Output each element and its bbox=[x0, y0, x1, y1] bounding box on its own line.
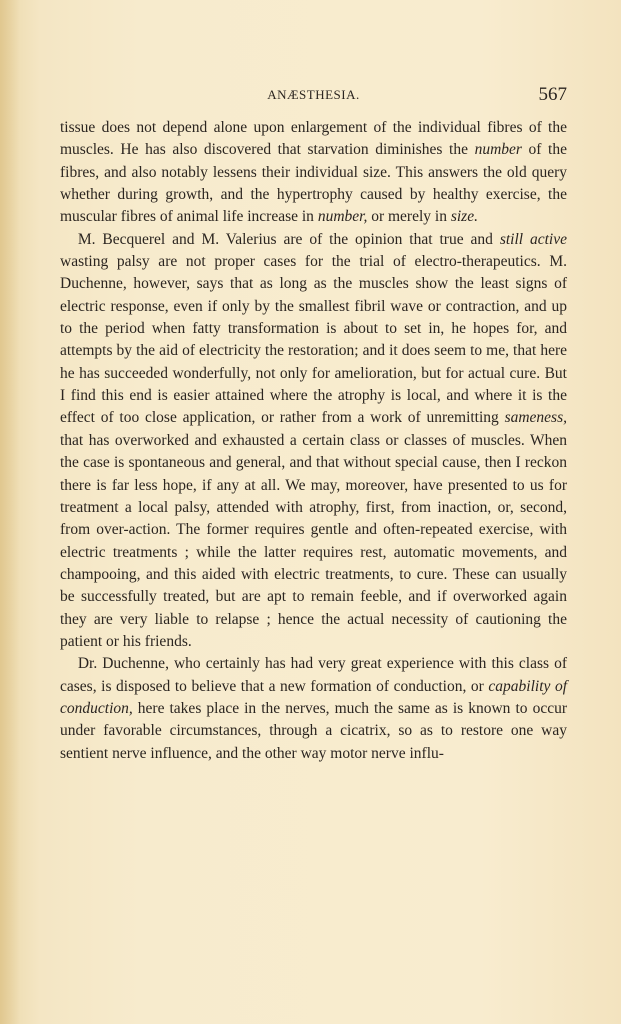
text-run: Dr. Duchenne, who certainly has had very great experience with this class of cases, is disposed to believe that a new formation of conduction, or bbox=[60, 655, 567, 695]
italic-phrase: still active bbox=[499, 230, 567, 248]
italic-phrase: number, bbox=[317, 208, 368, 226]
italic-phrase: sameness, bbox=[504, 409, 567, 427]
page-edge-shadow bbox=[0, 0, 20, 1024]
paragraph-1 bbox=[60, 117, 567, 229]
paragraph-2 bbox=[60, 229, 567, 654]
running-title: ANÆSTHESIA. bbox=[267, 87, 360, 102]
body-text bbox=[60, 117, 567, 765]
page-number: 567 bbox=[538, 84, 567, 105]
text-run: M. Becquerel and M. Valerius are of the opinion that true and bbox=[77, 230, 500, 248]
text-run: tissue does not depend alone upon enlargement of the individual fibres of the muscles. He has also discovered that starvation diminishes the bbox=[60, 119, 567, 159]
italic-phrase: capability of conduction, bbox=[60, 677, 567, 717]
text-run: wasting palsy are not proper cases for the trial of electro-therapeutics. M. Duchenne, however, says that as long as the muscles show the least signs of electric response, even if only by the smallest fibril wave or contraction, and up to the period when fatty transformation is about to set in, he hopes for, and attempts by the aid of electricity the restoration; and it does seem to me, that here he has succeeded wonderfully, not only for amelioration, but for actual cure. But I find this end is easier attained where the atrophy is local, and where it is the effect of too close application, or rather from a work of unremitting bbox=[60, 253, 567, 427]
text-run: that has overworked and exhausted a certain class or classes of muscles. When the case is spontaneous and general, and that without special cause, then I reckon there is far less hope, if any at all. We may, moreover, have presented to us for treatment a local palsy, attended with atrophy, first, from inaction, or, second, from over-action. The former requires gentle and often-repeated exercise, with electric treatments ; while the latter requires rest, automatic movements, and champooing, and this aided with electric treatments, to cure. These can usually be successfully treated, but are apt to remain feeble, and if overworked again they are very liable to relapse ; hence the actual necessity of cautioning the patient or his friends. bbox=[60, 431, 567, 650]
page-header bbox=[60, 84, 567, 108]
text-run: here takes place in the nerves, much the same as is known to occur under favorable circumstances, through a cicatrix, so as to restore one way sentient nerve influence, and the other way motor nerve influ- bbox=[60, 699, 567, 762]
text-run: of the fibres, and also notably lessens their individual size. This answers the old query whether during growth, and the hypertrophy caused by healthy exercise, the muscular fibres of animal life increase in bbox=[60, 141, 567, 226]
italic-phrase: size. bbox=[450, 208, 478, 226]
paragraph-3 bbox=[60, 653, 567, 765]
text-run: or merely in bbox=[367, 208, 451, 226]
italic-phrase: number bbox=[474, 141, 522, 159]
